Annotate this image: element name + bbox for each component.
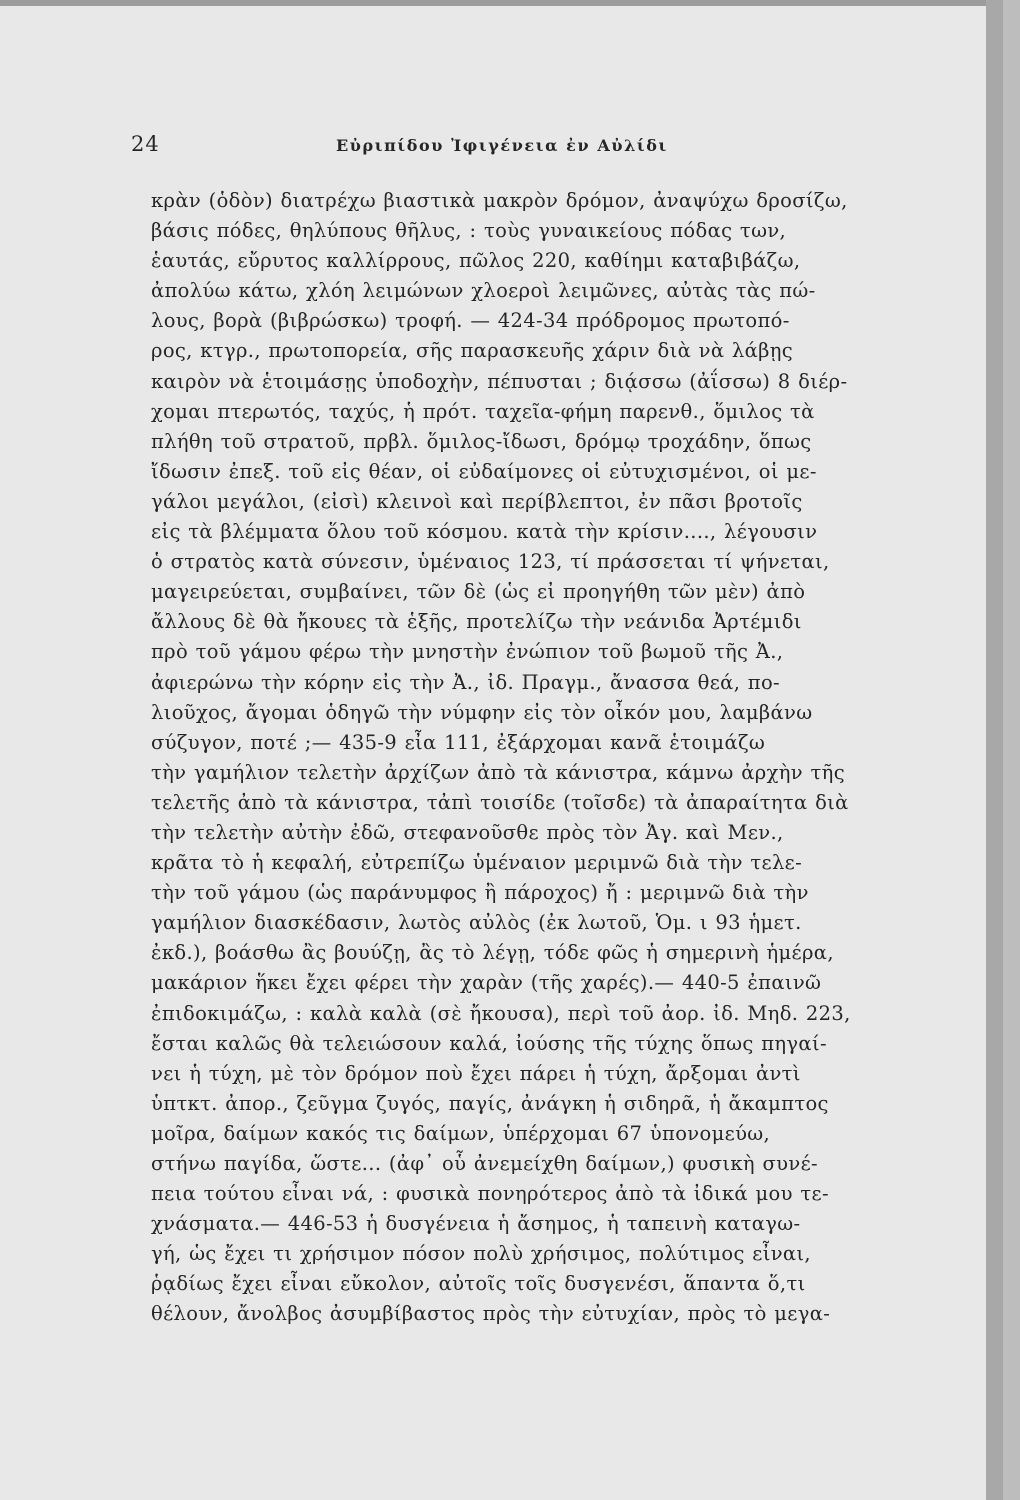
text-line: κρὰν (ὁδὸν) διατρέχω βιαστικὰ μακρὸν δρόμον, ἀναψύχω δροσίζω,	[151, 189, 848, 212]
text-line: ἴδωσιν ἐπεξ. τοῦ εἰς θέαν, οἱ εὐδαίμονες οἱ εὐτυχισμένοι, οἱ με-	[151, 459, 817, 483]
text-line: ρος, κτγρ., πρωτοπορεία, σῆς παρασκευῆς χάριν διὰ νὰ λάβῃς	[151, 339, 794, 363]
text-line: χομαι πτερωτός, ταχύς, ἡ πρότ. ταχεῖα-φήμη παρενθ., ὅμιλος τὰ	[151, 399, 815, 423]
text-line: γάλοι μεγάλοι, (εἰσὶ) κλεινοὶ καὶ περίβλεπτοι, ἐν πᾶσι βροτοῖς	[151, 489, 803, 513]
text-line: πεια τούτου εἶναι νά, : φυσικὰ πονηρότερος ἀπὸ τὰ ἰδικά μου τε-	[151, 1182, 829, 1206]
text-line: λους, βορὰ (βιβρώσκω) τροφή. — 424-34 πρόδρομος πρωτοπό-	[151, 309, 790, 333]
text-line: μοῖρα, δαίμων κακός τις δαίμων, ὑπέρχομαι 67 ὑπονομεύω,	[151, 1121, 771, 1145]
page-number: 24	[131, 132, 160, 156]
commentary-text	[151, 186, 975, 1330]
text-line: ἔσται καλῶς θὰ τελειώσουν καλά, ἰούσης τῆς τύχης ὅπως πηγαί-	[151, 1031, 827, 1055]
text-line: τὴν γαμήλιον τελετὴν ἀρχίζων ἀπὸ τὰ κάνιστρα, κάμνω ἀρχὴν τῆς	[151, 760, 845, 784]
page-header	[131, 132, 957, 160]
text-line: νει ἡ τύχη, μὲ τὸν δρόμον ποὺ ἔχει πάρει ἡ τύχη, ἄρξομαι ἀντὶ	[151, 1061, 801, 1085]
text-line: τὴν τελετὴν αὐτὴν ἐδῶ, στεφανοῦσθε πρὸς τὸν Ἀγ. καὶ Μεν.,	[151, 820, 784, 844]
text-line: καιρὸν νὰ ἑτοιμάσῃς ὑποδοχὴν, πέπυσται ; διᾴσσω (ἀΐσσω) 8 διέρ-	[151, 369, 848, 393]
text-line: κρᾶτα τὸ ἡ κεφαλή, εὐτρεπίζω ὑμέναιον μεριμνῶ διὰ τὴν τελε-	[151, 851, 803, 875]
text-line: ἐκδ.), βοάσθω ἂς βουύζῃ, ἂς τὸ λέγῃ, τόδε φῶς ἡ σημερινὴ ἡμέρα,	[151, 941, 834, 965]
text-line: ἀπολύω κάτω, χλόη λειμώνων χλοεροὶ λειμῶνες, αὐτὰς τὰς πώ-	[151, 279, 816, 303]
text-line: μαγειρεύεται, συμβαίνει, τῶν δὲ (ὡς εἰ προηγήθη τῶν μὲν) ἀπὸ	[151, 580, 806, 604]
text-line: ὁ στρατὸς κατὰ σύνεσιν, ὑμέναιος 123, τί πράσσεται τί ψήνεται,	[151, 550, 830, 574]
text-line: τελετῆς ἀπὸ τὰ κάνιστρα, τἀπὶ τοισίδε (τοῖσδε) τὰ ἀπαραίτητα διὰ	[151, 790, 849, 814]
text-line: μακάριον ἥκει ἔχει φέρει τὴν χαρὰν (τῆς χαρές).— 440-5 ἐπαινῶ	[151, 971, 822, 995]
text-line: τὴν τοῦ γάμου (ὡς παράνυμφος ἢ πάροχος) ἤ : μεριμνῶ διὰ τὴν	[151, 881, 809, 905]
text-line: σύζυγον, ποτέ ;— 435-9 εἶα 111, ἐξάρχομαι κανᾶ ἑτοιμάζω	[151, 730, 766, 754]
text-line: πλήθη τοῦ στρατοῦ, πρβλ. ὅμιλος-ἴδωσι, δρόμῳ τροχάδην, ὅπως	[151, 429, 812, 453]
text-line: ἐπιδοκιμάζω, : καλὰ καλὰ (σὲ ἤκουσα), περὶ τοῦ ἀορ. ἰδ. Μηδ. 223,	[151, 1001, 851, 1025]
scan-right-edge	[986, 0, 1003, 1500]
text-line: ἀφιερώνω τὴν κόρην εἰς τὴν Ἀ., ἰδ. Πραγμ., ἄνασσα θεά, πο-	[151, 670, 780, 694]
text-line: γή, ὡς ἔχει τι χρήσιμον πόσον πολὺ χρήσιμος, πολύτιμος εἶναι,	[151, 1242, 811, 1266]
running-title: Εὐριπίδου Ἰφιγένεια ἐν Αὐλίδι	[336, 136, 668, 155]
text-line: χνάσματα.— 446-53 ἡ δυσγένεια ἡ ἄσημος, ἡ ταπεινὴ καταγω-	[151, 1212, 801, 1236]
text-line: εἰς τὰ βλέμματα ὅλου τοῦ κόσμου. κατὰ τὴν κρίσιν...., λέγουσιν	[151, 520, 818, 544]
text-line: ἑαυτάς, εὔρυτος καλλίρρους, πῶλος 220, καθίημι καταβιβάζω,	[151, 249, 801, 273]
scan-top-edge	[0, 0, 1003, 6]
text-line: πρὸ τοῦ γάμου φέρω τὴν μνηστὴν ἐνώπιον τοῦ βωμοῦ τῆς Ἀ.,	[151, 640, 784, 664]
text-line: ῥᾳδίως ἔχει εἶναι εὔκολον, αὐτοῖς τοῖς δυσγενέσι, ἅπαντα ὅ,τι	[151, 1272, 806, 1296]
text-line: λιοῦχος, ἄγομαι ὁδηγῶ τὴν νύμφην εἰς τὸν οἶκόν μου, λαμβάνω	[151, 700, 813, 724]
text-line: θέλουν, ἄνολβος ἀσυμβίβαστος πρὸς τὴν εὐτυχίαν, πρὸς τὸ μεγα-	[151, 1302, 831, 1326]
text-line: γαμήλιον διασκέδασιν, λωτὸς αὐλὸς (ἐκ λωτοῦ, Ὁμ. ι 93 ἡμετ.	[151, 911, 802, 935]
text-line: βάσις πόδες, θηλύπους θῆλυς, : τοὺς γυναικείους πόδας των,	[151, 219, 787, 243]
text-line: ὑπτκτ. ἀπορ., ζεῦγμα ζυγός, παγίς, ἀνάγκη ἡ σιδηρᾶ, ἡ ἄκαμπτος	[151, 1091, 829, 1115]
text-line: ἄλλους δὲ θὰ ἤκουες τὰ ἑξῆς, προτελίζω τὴν νεάνιδα Ἀρτέμιδι	[151, 610, 802, 634]
text-line: στήνω παγίδα, ὥστε... (ἀφ᾽ οὗ ἀνεμείχθη δαίμων,) φυσικὴ συνέ-	[151, 1152, 818, 1175]
